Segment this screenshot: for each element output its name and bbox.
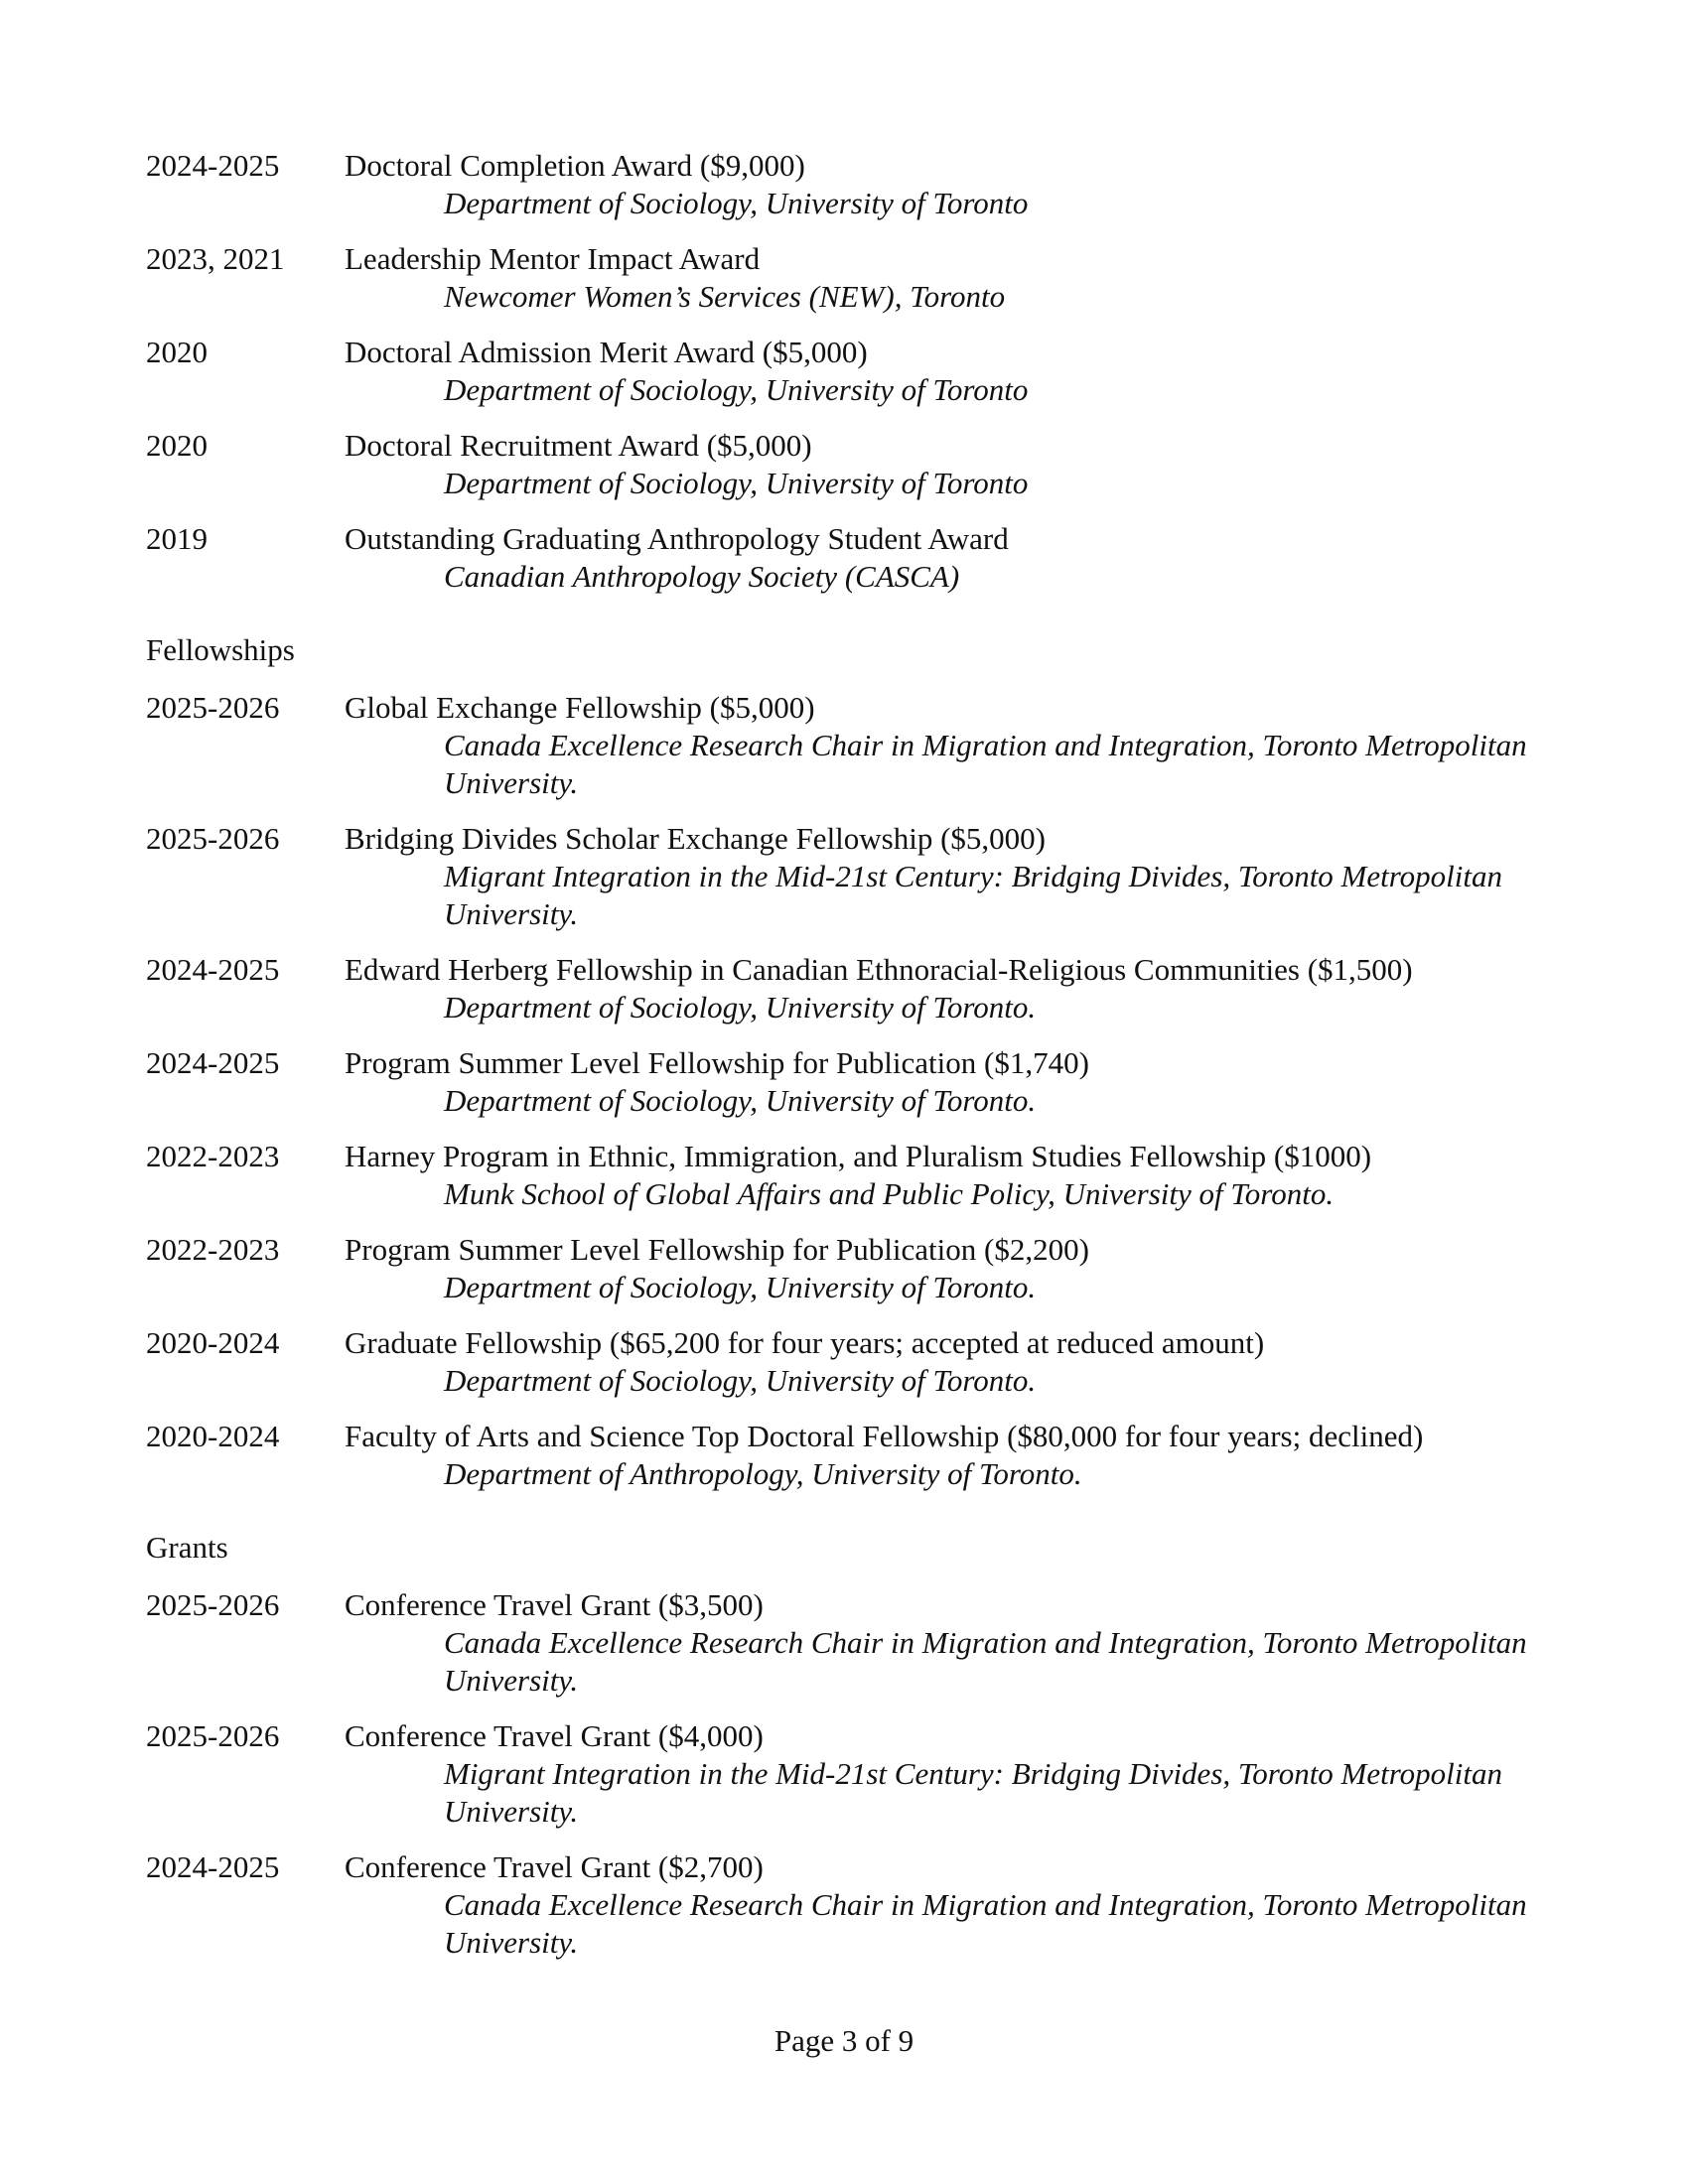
fellowship-entry <box>146 1044 1556 1120</box>
entry-title: Program Summer Level Fellowship for Publication ($2,200) <box>345 1232 1089 1267</box>
grant-entry <box>146 1586 1556 1700</box>
entry-organization: Department of Sociology, University of Toronto <box>444 466 1029 500</box>
entry-title: Conference Travel Grant ($4,000) <box>345 1718 764 1753</box>
entry-organization: Department of Anthropology, University of Toronto. <box>444 1456 1082 1491</box>
entry-year: 2022-2023 <box>146 1232 280 1267</box>
fellowship-entry <box>146 1138 1556 1213</box>
fellowship-entry <box>146 951 1556 1026</box>
entry-organization: Department of Sociology, University of Toronto. <box>444 1083 1037 1118</box>
entry-year: 2020 <box>146 428 208 463</box>
entry-organization: Migrant Integration in the Mid-21st Century: Bridging Divides, Toronto Metropolitan University. <box>444 859 1503 931</box>
entry-organization: Department of Sociology, University of Toronto. <box>444 1270 1037 1304</box>
entry-organization: Newcomer Women’s Services (NEW), Toronto <box>444 279 1006 314</box>
entry-organization: Canadian Anthropology Society (CASCA) <box>444 559 960 594</box>
fellowship-entry <box>146 689 1556 802</box>
entry-organization: Department of Sociology, University of Toronto <box>444 372 1029 407</box>
entry-title: Bridging Divides Scholar Exchange Fellowship ($5,000) <box>345 821 1047 856</box>
entry-year: 2020-2024 <box>146 1419 280 1453</box>
entry-year: 2019 <box>146 521 208 556</box>
page-number: Page 3 of 9 <box>774 2023 914 2058</box>
entry-title: Faculty of Arts and Science Top Doctoral Fellowship ($80,000 for four years; declined) <box>345 1419 1424 1453</box>
entry-year: 2022-2023 <box>146 1139 280 1173</box>
entry-title: Doctoral Recruitment Award ($5,000) <box>345 428 812 463</box>
entry-title: Harney Program in Ethnic, Immigration, and Pluralism Studies Fellowship ($1000) <box>345 1139 1372 1173</box>
entry-title: Global Exchange Fellowship ($5,000) <box>345 690 815 725</box>
entry-year: 2025-2026 <box>146 1718 280 1753</box>
fellowships-list <box>146 689 1556 1493</box>
entry-year: 2020-2024 <box>146 1325 280 1360</box>
entry-year: 2024-2025 <box>146 1045 280 1080</box>
entry-organization: Canada Excellence Research Chair in Migration and Integration, Toronto Metropolitan University. <box>444 1887 1527 1960</box>
entry-title: Doctoral Admission Merit Award ($5,000) <box>345 335 868 369</box>
fellowship-entry <box>146 1231 1556 1306</box>
fellowship-entry <box>146 1418 1556 1493</box>
entry-organization: Migrant Integration in the Mid-21st Century: Bridging Divides, Toronto Metropolitan University. <box>444 1756 1503 1829</box>
entry-year: 2024-2025 <box>146 148 280 183</box>
entry-title: Conference Travel Grant ($2,700) <box>345 1849 764 1884</box>
entry-year: 2024-2025 <box>146 1849 280 1884</box>
entry-title: Conference Travel Grant ($3,500) <box>345 1587 764 1622</box>
entry-organization: Department of Sociology, University of Toronto. <box>444 1363 1037 1398</box>
entry-title: Graduate Fellowship ($65,200 for four years; accepted at reduced amount) <box>345 1325 1265 1360</box>
entry-year: 2025-2026 <box>146 690 280 725</box>
award-entry <box>146 520 1556 596</box>
entry-organization: Munk School of Global Affairs and Public Policy, University of Toronto. <box>444 1176 1335 1211</box>
entry-organization: Department of Sociology, University of Toronto <box>444 186 1029 220</box>
entry-organization: Canada Excellence Research Chair in Migration and Integration, Toronto Metropolitan University. <box>444 728 1527 800</box>
entry-year: 2025-2026 <box>146 821 280 856</box>
grants-heading: Grants <box>146 1530 228 1565</box>
entry-title: Doctoral Completion Award ($9,000) <box>345 148 805 183</box>
entry-year: 2024-2025 <box>146 952 280 987</box>
fellowships-heading: Fellowships <box>146 632 295 667</box>
fellowship-entry <box>146 820 1556 933</box>
entry-title: Outstanding Graduating Anthropology Student Award <box>345 521 1009 556</box>
grants-list <box>146 1586 1556 1962</box>
entry-year: 2023, 2021 <box>146 241 285 276</box>
entry-title: Leadership Mentor Impact Award <box>345 241 761 276</box>
awards-list <box>146 147 1556 596</box>
cv-page-body <box>146 147 1556 1979</box>
award-entry <box>146 240 1556 316</box>
award-entry <box>146 147 1556 222</box>
award-entry <box>146 427 1556 502</box>
entry-title: Program Summer Level Fellowship for Publication ($1,740) <box>345 1045 1089 1080</box>
entry-year: 2020 <box>146 335 208 369</box>
grant-entry <box>146 1848 1556 1962</box>
grant-entry <box>146 1717 1556 1831</box>
entry-organization: Canada Excellence Research Chair in Migration and Integration, Toronto Metropolitan University. <box>444 1625 1527 1698</box>
entry-organization: Department of Sociology, University of Toronto. <box>444 990 1037 1024</box>
fellowship-entry <box>146 1324 1556 1400</box>
entry-year: 2025-2026 <box>146 1587 280 1622</box>
entry-title: Edward Herberg Fellowship in Canadian Ethnoracial-Religious Communities ($1,500) <box>345 952 1413 987</box>
award-entry <box>146 334 1556 409</box>
